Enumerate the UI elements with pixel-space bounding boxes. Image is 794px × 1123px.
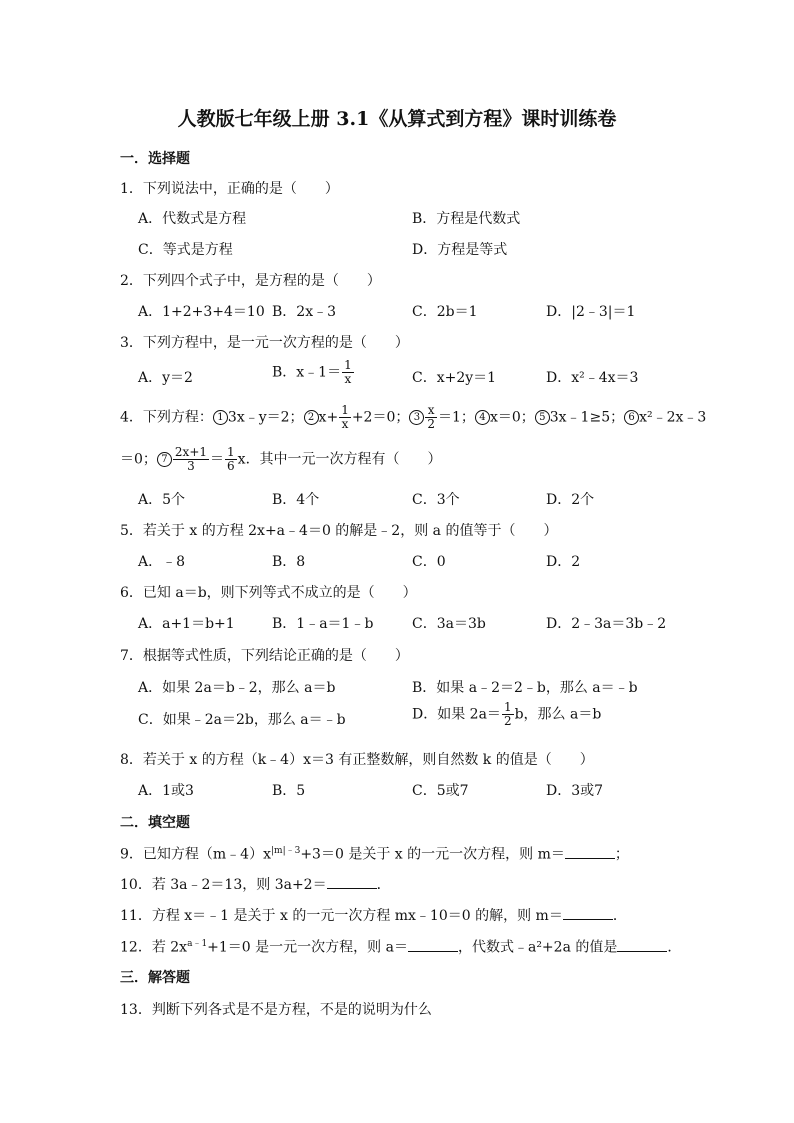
q4-stem-line1: 4．下列方程： 1 3x﹣y＝2； 2 x+ $\frac{1}{x}$ +2＝0； 3 $\frac{x}{2}$ ＝1； 4 x＝0； 5 3x﹣1≥5； 6 x²﹣2x﹣3 bbox=[120, 403, 707, 431]
fraction: $\frac{2x+1}{3}$ bbox=[174, 445, 208, 473]
q7-option-a: A．如果 2a＝b﹣2，那么 a＝b bbox=[138, 680, 336, 696]
q8-option-a: A．1或3 bbox=[138, 783, 194, 799]
fraction: $\frac{1}{6}$ bbox=[227, 445, 235, 473]
circled-number: 7 bbox=[157, 452, 172, 467]
q6-stem: 6．已知 a＝b，则下列等式不成立的是（ ） bbox=[120, 585, 417, 601]
q1-option-c: C．等式是方程 bbox=[138, 242, 233, 258]
q7-option-d: D．如果 2a＝ $\frac{1}{2}$ b，那么 a＝b bbox=[412, 700, 602, 728]
q4-stem-line2: ＝0； 7 $\frac{2x+1}{3}$ ＝ $\frac{1}{6}$ x．其中一元一次方程有（ ） bbox=[120, 445, 442, 473]
fraction: $\frac{1}{2}$ bbox=[503, 700, 512, 728]
q2-option-b: B．2x﹣3 bbox=[272, 304, 336, 320]
q6-option-b: B．1﹣a＝1﹣b bbox=[272, 616, 374, 632]
answer-blank bbox=[327, 876, 377, 889]
answer-blank bbox=[563, 907, 613, 920]
section-choice: 一．选择题 bbox=[120, 151, 190, 167]
circled-number: 4 bbox=[475, 410, 490, 425]
q9-stem: 9．已知方程$(m﹣4)x^{|m|﹣3}+3=0$ 是关于 x 的一元一次方程，则 m＝ ； bbox=[120, 846, 629, 863]
q5-option-c: C．0 bbox=[412, 554, 446, 570]
q1-option-a: A．代数式是方程 bbox=[138, 211, 247, 227]
q8-option-c: C．5或7 bbox=[412, 783, 469, 799]
q7-option-c: C．如果﹣2a＝2b，那么 a＝﹣b bbox=[138, 712, 346, 728]
fraction: $\frac{x}{2}$ bbox=[427, 403, 436, 431]
q5-option-d: D．2 bbox=[546, 554, 581, 570]
q7-option-b: B．如果 a﹣2＝2﹣b，那么 a＝﹣b bbox=[412, 680, 638, 696]
q8-option-d: D．3或7 bbox=[546, 783, 604, 799]
q4-option-b: B．4个 bbox=[272, 492, 320, 508]
q8-option-b: B．5 bbox=[272, 783, 306, 799]
q1-stem: 1．下列说法中，正确的是（ ） bbox=[120, 181, 339, 197]
q2-option-c: C．2b＝1 bbox=[412, 304, 478, 320]
q2-stem: 2．下列四个式子中，是方程的是（ ） bbox=[120, 273, 381, 289]
q4-option-a: A．5个 bbox=[138, 492, 186, 508]
q3-option-a: A．y＝2 bbox=[138, 370, 193, 386]
answer-blank bbox=[408, 939, 458, 952]
circled-number: 3 bbox=[409, 410, 424, 425]
q6-option-c: C．3a＝3b bbox=[412, 616, 486, 632]
q3-option-b: B．x﹣1＝ $\frac{1}{x}$ bbox=[272, 358, 352, 386]
q5-option-a: A．﹣8 bbox=[138, 554, 186, 570]
q5-option-b: B．8 bbox=[272, 554, 306, 570]
circled-number: 6 bbox=[624, 410, 639, 425]
section-solution: 三．解答题 bbox=[120, 970, 190, 986]
fraction: $\frac{1}{x}$ bbox=[341, 403, 349, 431]
q12-stem: 12．若 $2x^{a﹣1}+1=0$ 是一元一次方程，则 a＝ ，代数式﹣a²+2a 的值是 ． bbox=[120, 939, 682, 956]
q5-stem: 5．若关于 x 的方程 2x+a﹣4＝0 的解是﹣2，则 a 的值等于（ ） bbox=[120, 523, 558, 539]
circled-number: 2 bbox=[304, 410, 319, 425]
q11-stem: 11．方程 x＝﹣1 是关于 x 的一元一次方程 mx﹣10＝0 的解，则 m＝ ． bbox=[120, 908, 627, 924]
q6-option-a: A．a+1＝b+1 bbox=[138, 616, 235, 632]
q2-option-a: A．1+2+3+4＝10 bbox=[138, 304, 265, 320]
q6-option-d: D．2﹣3a＝3b﹣2 bbox=[546, 616, 667, 632]
q3-option-d: D．x²﹣4x＝3 bbox=[546, 370, 639, 386]
answer-blank bbox=[565, 846, 615, 859]
q7-stem: 7．根据等式性质，下列结论正确的是（ ） bbox=[120, 648, 409, 664]
fraction: $\frac{1}{x}$ bbox=[344, 358, 352, 386]
q4-option-c: C．3个 bbox=[412, 492, 460, 508]
q1-option-b: B．方程是代数式 bbox=[412, 211, 521, 227]
q3-option-c: C．x+2y＝1 bbox=[412, 370, 497, 386]
circled-number: 5 bbox=[535, 410, 550, 425]
page-title: 人教版七年级上册 3.1《从算式到方程》课时训练卷 bbox=[177, 108, 617, 130]
q1-option-d: D．方程是等式 bbox=[412, 242, 508, 258]
circled-number: 1 bbox=[213, 410, 228, 425]
q8-stem: 8．若关于 x 的方程（k﹣4）x＝3 有正整数解，则自然数 k 的值是（ ） bbox=[120, 752, 594, 768]
q2-option-d: D．|2﹣3|＝1 bbox=[546, 304, 636, 320]
q10-stem: 10．若 3a﹣2＝13，则 3a+2＝ ． bbox=[120, 877, 391, 893]
section-fill-blank: 二．填空题 bbox=[120, 815, 190, 831]
q4-option-d: D．2个 bbox=[546, 492, 595, 508]
q13-stem: 13．判断下列各式是不是方程，不是的说明为什么 bbox=[120, 1002, 432, 1018]
answer-blank bbox=[617, 939, 667, 952]
q3-stem: 3．下列方程中，是一元一次方程的是（ ） bbox=[120, 335, 409, 351]
